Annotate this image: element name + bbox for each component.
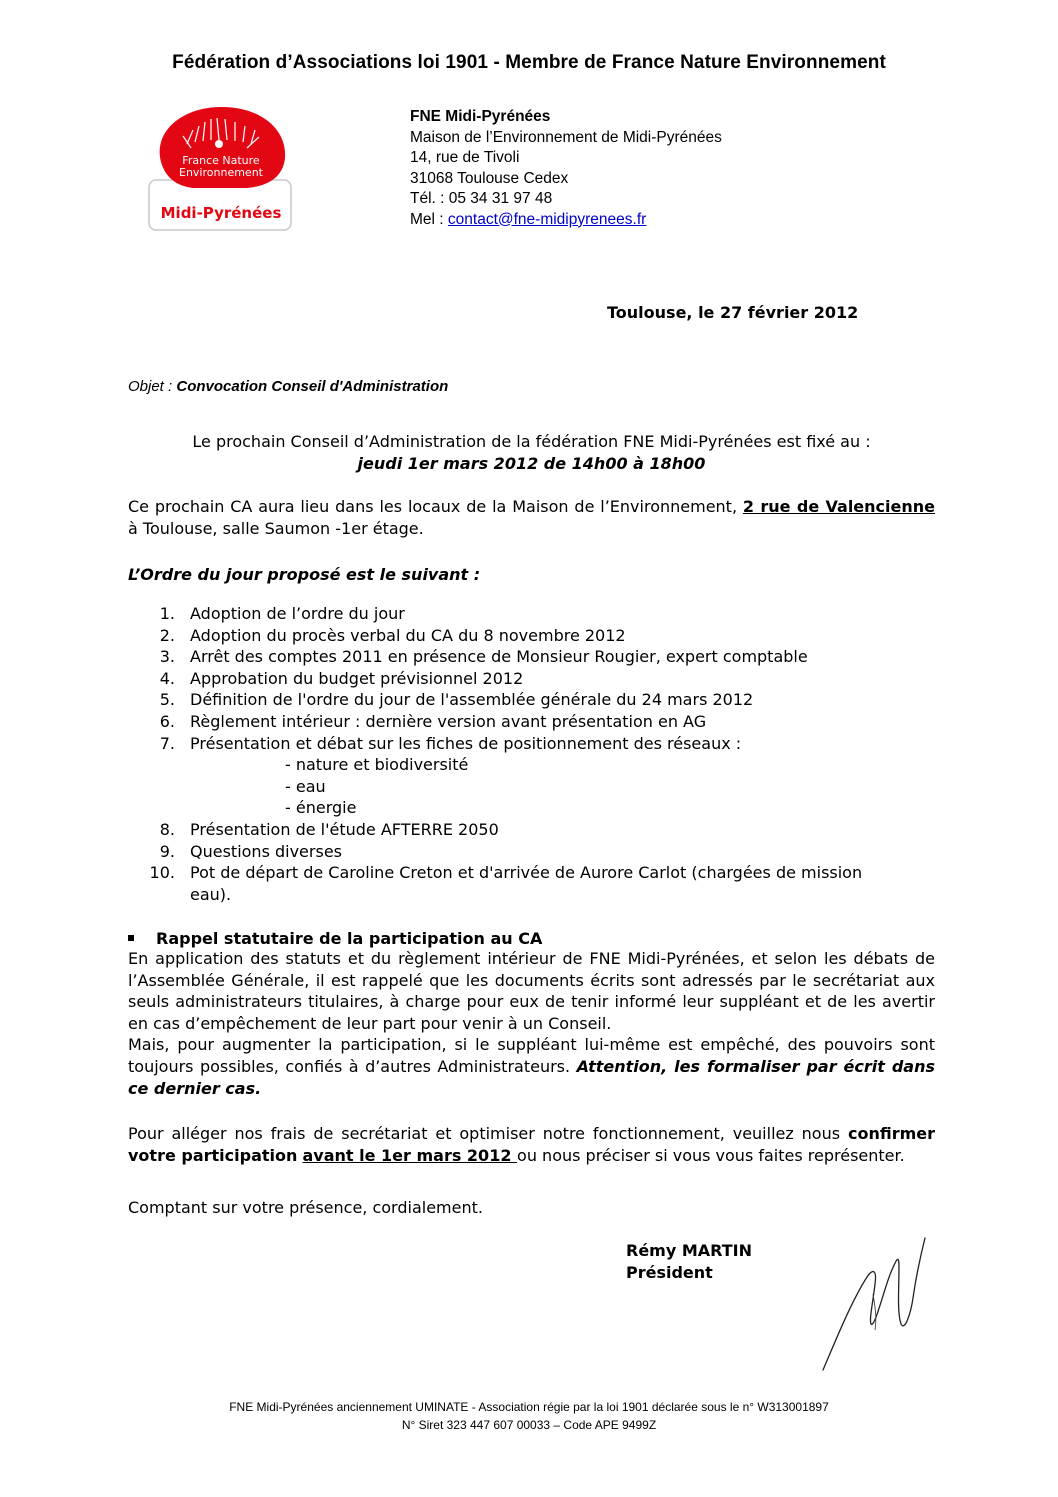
location-text: Ce prochain CA aura lieu dans les locaux de la Maison de l’Environnement, <box>128 497 743 516</box>
meeting-announcement <box>128 431 935 475</box>
logo-text-line1: France Nature <box>182 154 260 167</box>
list-item: 5. Définition de l'ordre du jour de l'assemblée générale du 24 mars 2012 <box>159 690 754 710</box>
phone: Tél. : 05 34 31 97 48 <box>410 190 553 207</box>
confirm-bold: confirmer votre participation <box>128 1124 935 1165</box>
reminder-section <box>128 928 542 950</box>
list-item: 2. Adoption du procès verbal du CA du 8 novembre 2012 <box>159 625 626 645</box>
email-label: Mel : <box>410 210 448 228</box>
footer-line: FNE Midi-Pyrénées anciennement UMINATE - Association régie par la loi 1901 déclarée sous le n° W313001897 <box>229 1400 829 1414</box>
closing-line: Comptant sur votre présence, cordialement. <box>128 1198 483 1217</box>
confirm-paragraph <box>128 1123 935 1166</box>
letterhead-title: Fédération d’Associations loi 1901 - Membre de France Nature Environnement <box>172 52 886 73</box>
letter-date: Toulouse, le 27 février 2012 <box>607 303 859 322</box>
subject-text: Convocation Conseil d'Administration <box>176 378 449 395</box>
confirm-text-end: ou nous préciser si vous vous faites représenter. <box>517 1145 905 1165</box>
signature-block <box>626 1240 752 1284</box>
sender-address <box>410 107 722 230</box>
sender-org: FNE Midi-Pyrénées <box>410 108 551 125</box>
list-item: 4. Approbation du budget prévisionnel 2012 <box>159 668 524 688</box>
list-item: 6. Règlement intérieur : dernière version avant présentation en AG <box>159 711 707 731</box>
handwritten-signature <box>815 1232 935 1377</box>
address-line: 31068 Toulouse Cedex <box>410 169 569 187</box>
page-footer <box>0 1398 1058 1434</box>
list-item: 1. Adoption de l’ordre du jour <box>159 604 405 623</box>
confirm-deadline: avant le 1er mars 2012 <box>302 1145 518 1165</box>
reminder-paragraph-2 <box>128 1034 935 1099</box>
logo-region: Midi-Pyrénées <box>160 204 282 222</box>
reminder-warning: Attention, les formaliser par écrit dans ce dernier cas. <box>128 1056 936 1098</box>
reminder-title-text: Rappel statutaire de la participation au CA <box>156 929 543 948</box>
reminder-paragraph: En application des statuts et du règlement intérieur de FNE Midi-Pyrénées, et selon les débats de l’Assemblée Générale, il est rappelé que les documents écrits sont adressés par le secrétariat aux seuls administrateurs titulaires, à charge pour eux de tenir informé leur suppléant et de les avertir en cas d’empêchement de leur part pour venir à un Conseil. <box>128 949 935 1033</box>
list-item: 3. Arrêt des comptes 2011 en présence de Monsieur Rougier, expert comptable <box>159 647 808 667</box>
reminder-title <box>128 928 542 950</box>
footer-line: N° Siret 323 447 607 00033 – Code APE 9499Z <box>401 1418 657 1432</box>
fne-logo <box>147 104 295 232</box>
list-item: 10. Pot de départ de Caroline Creton et d'arrivée de Aurore Carlot (chargées de mission eau). <box>149 863 863 904</box>
reminder-body <box>128 948 935 1099</box>
location-text-end: à Toulouse, salle Saumon -1er étage. <box>128 519 424 538</box>
email-link[interactable]: contact@fne-midipyrenees.fr <box>447 210 647 228</box>
subject-label: Objet : <box>128 378 177 395</box>
signatory-name: Rémy MARTIN <box>626 1241 753 1260</box>
list-item: 7. Présentation et débat sur les fiches de positionnement des réseaux : <box>159 733 742 753</box>
sub-item: - nature et biodiversité <box>285 755 469 775</box>
list-item: 9. Questions diverses <box>159 841 342 861</box>
meeting-location <box>128 496 935 540</box>
sub-item: - eau <box>285 776 326 796</box>
agenda-title: L’Ordre du jour proposé est le suivant : <box>128 565 481 584</box>
logo-text-line2: Environnement <box>179 166 263 179</box>
agenda-list <box>128 603 888 905</box>
reminder-text: Mais, pour augmenter la participation, si le suppléant lui-même est empêché, des pouvoirs sont toujours possibles, confiés à d’autres Administrateurs. <box>128 1035 935 1076</box>
address-line: 14, rue de Tivoli <box>410 149 520 166</box>
list-item: 8. Présentation de l'étude AFTERRE 2050 <box>159 819 499 839</box>
signatory-role: Président <box>626 1263 713 1282</box>
announcement-text: Le prochain Conseil d’Administration de la fédération FNE Midi-Pyrénées est fixé au : <box>192 432 871 451</box>
email-row <box>410 210 722 231</box>
bullet-icon <box>128 935 134 941</box>
address-line: Maison de l’Environnement de Midi-Pyrénées <box>410 128 722 146</box>
confirm-text: Pour alléger nos frais de secrétariat et optimiser notre fonctionnement, veuillez nous <box>128 1124 848 1143</box>
subject-line <box>128 378 448 395</box>
meeting-datetime: jeudi 1er mars 2012 de 14h00 à 18h00 <box>357 454 706 473</box>
location-address: 2 rue de Valencienne <box>742 497 936 516</box>
sub-item: - énergie <box>285 798 357 818</box>
